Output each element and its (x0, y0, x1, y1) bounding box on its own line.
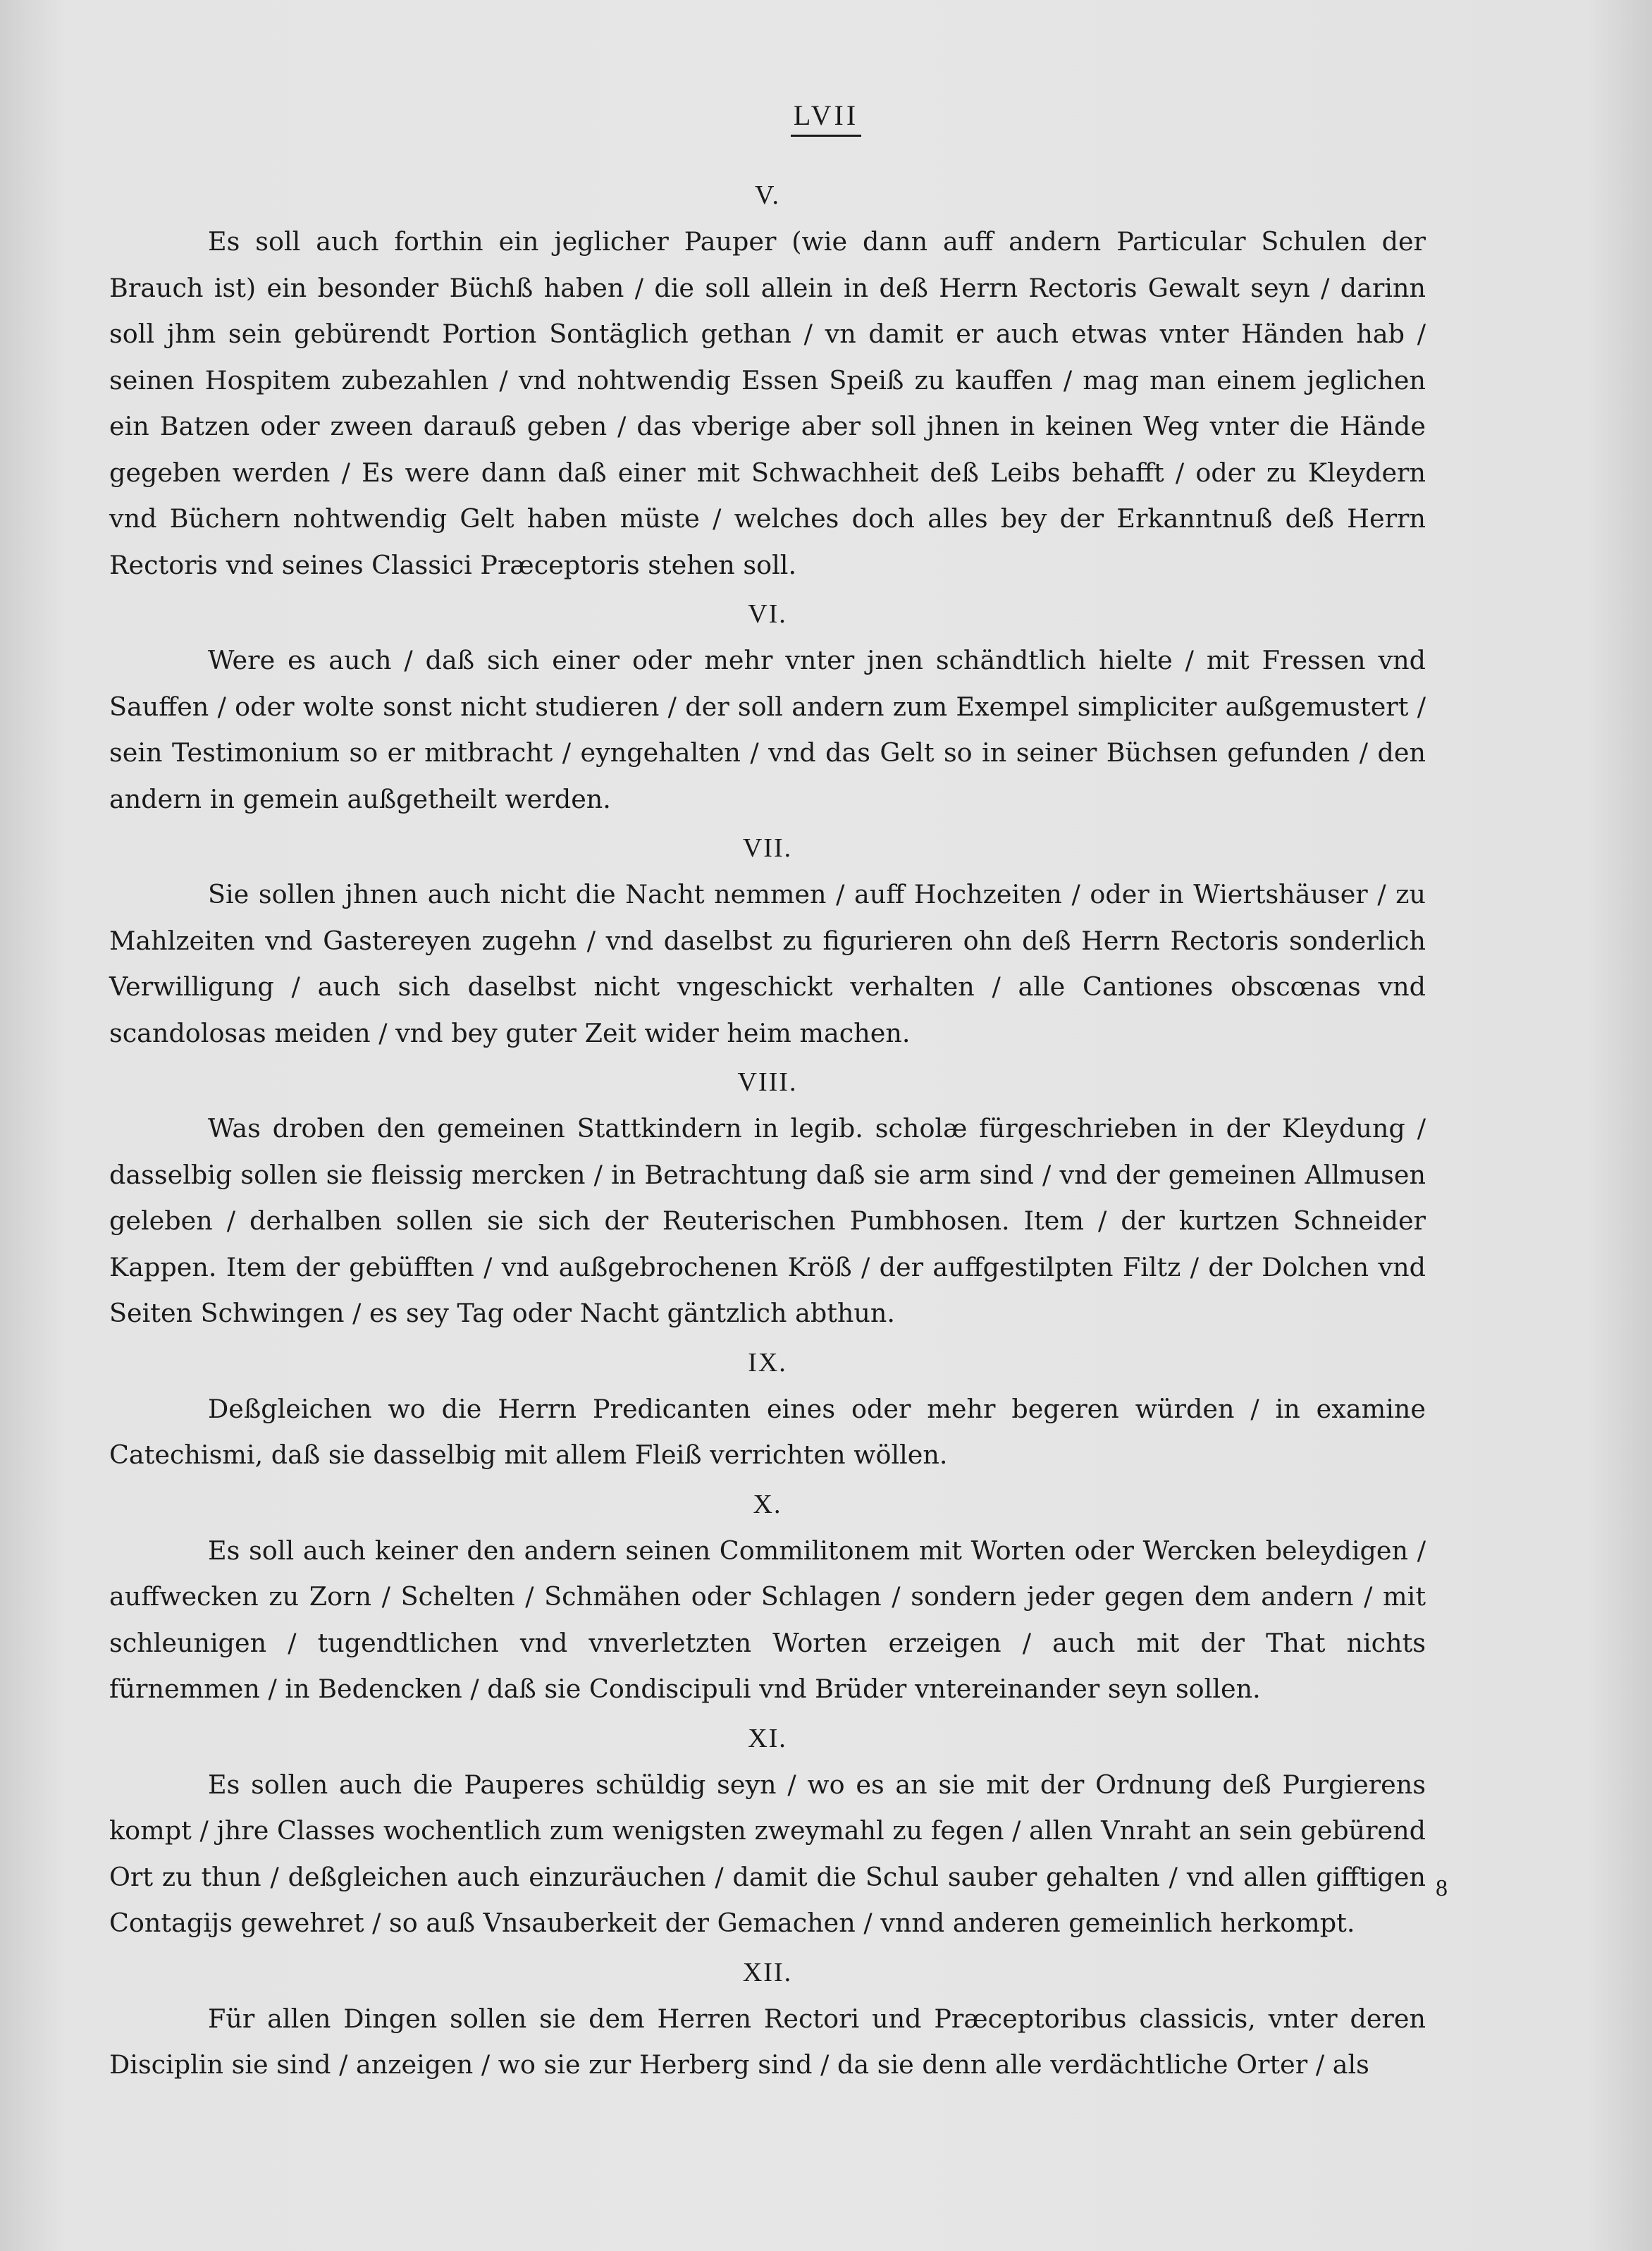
section-paragraph: Was droben den gemeinen Stattkindern in legib. scholæ fürgeschrieben in der Kleydung / dasselbig sollen sie fleissig mercken / in Betrachtung daß sie arm sind / vnd der gemeinen Allmusen geleben / derhalben sollen sie sich der Reuterischen Pumbhosen. Item / der kurtzen Schneider Kappen. Item der gebüfften / vnd außgebrochenen Kröß / der auffgestilpten Filtz / der Dolchen vnd Seiten Schwingen / es sey Tag oder Nacht gäntzlich abthun. (109, 1113, 1426, 1328)
section-x (109, 1487, 1426, 1712)
section-heading: X. (753, 1489, 782, 1519)
section-heading: VIII. (737, 1067, 798, 1097)
section-paragraph: Sie sollen jhnen auch nicht die Nacht nemmen / auff Hochzeiten / oder in Wiertshäuser / zu Mahlzeiten vnd Gastereyen zugehn / vnd daselbst zu figurieren ohn deß Herrn Rectoris sonderlich Verwilligung / auch sich daselbst nicht vngeschickt verhalten / alle Cantiones obscœnas vnd scandolosas meiden / vnd bey guter Zeit wider heim machen. (109, 879, 1426, 1048)
section-heading: XII. (742, 1957, 793, 1987)
section-paragraph: Were es auch / daß sich einer oder mehr vnter jnen schändtlich hielte / mit Fressen vnd Sauffen / oder wolte sonst nicht studieren / der soll andern zum Exempel simpliciter außgemustert / sein Testimonium so er mitbracht / eyngehalten / vnd das Gelt so in seiner Büchsen gefunden / den andern in gemein außgetheilt werden. (109, 645, 1426, 814)
section-paragraph: Deßgleichen wo die Herrn Predicanten eines oder mehr begeren würden / in examine Catechismi, daß sie dasselbig mit allem Fleiß verrichten wöllen. (109, 1393, 1426, 1470)
signature-mark: 8 (1436, 1875, 1448, 1901)
page-number-roman (0, 99, 1652, 137)
section-v (109, 178, 1426, 588)
section-vi (109, 596, 1426, 822)
section-ix (109, 1345, 1426, 1478)
section-heading: IX. (748, 1347, 787, 1378)
section-viii (109, 1065, 1426, 1337)
section-heading: VII. (742, 833, 793, 863)
section-xi (109, 1721, 1426, 1946)
section-xii (109, 1955, 1426, 2088)
section-paragraph: Es soll auch keiner den andern seinen Commilitonem mit Worten oder Wercken beleydigen / auffwecken zu Zorn / Schelten / Schmähen oder Schlagen / sondern jeder gegen dem andern / mit schleunigen / tugendtlichen vnd vnverletzten Worten erzeigen / auch mit der That nichts fürnemmen / in Bedencken / daß sie Condiscipuli vnd Brüder vntereinander seyn sollen. (109, 1535, 1426, 1704)
section-heading: V. (754, 180, 781, 210)
page-number-text: LVII (791, 99, 861, 137)
section-paragraph: Es soll auch forthin ein jeglicher Pauper (wie dann auff andern Particular Schulen der Brauch ist) ein besonder Büchß haben / die soll allein in deß Herrn Rectoris Gewalt seyn / darinn soll jhm sein gebürendt Portion Sontäglich gethan / vn damit er auch etwas vnter Händen hab / seinen Hospitem zubezahlen / vnd nohtwendig Essen Speiß zu kauffen / mag man einem jeglichen ein Batzen oder zween darauß geben / das vberige aber soll jhnen in keinen Weg vnter die Hände gegeben werden / Es were dann daß einer mit Schwachheit deß Leibs behafft / oder zu Kleydern vnd Büchern nohtwendig Gelt haben müste / welches doch alles bey der Erkanntnuß deß Herrn Rectoris vnd seines Classici Præceptoris stehen soll. (109, 226, 1426, 580)
section-paragraph: Es sollen auch die Pauperes schüldig seyn / wo es an sie mit der Ordnung deß Purgierens kompt / jhre Classes wochentlich zum wenigsten zweymahl zu fegen / allen Vnraht an sein gebürend Ort zu thun / deßgleichen auch einzuräuchen / damit die Schul sauber gehalten / vnd allen gifftigen Contagijs gewehret / so auß Vnsauberkeit der Gemachen / vnnd anderen gemeinlich herkompt. (109, 1769, 1426, 1938)
section-heading: XI. (748, 1723, 787, 1753)
section-vii (109, 830, 1426, 1056)
section-paragraph: Für allen Dingen sollen sie dem Herren Rectori und Præceptoribus classicis, vnter deren Disciplin sie sind / anzeigen / wo sie zur Herberg sind / da sie denn alle verdächtliche Orter / als (109, 2003, 1426, 2080)
document-body (109, 169, 1426, 2088)
section-heading: VI. (748, 599, 787, 629)
